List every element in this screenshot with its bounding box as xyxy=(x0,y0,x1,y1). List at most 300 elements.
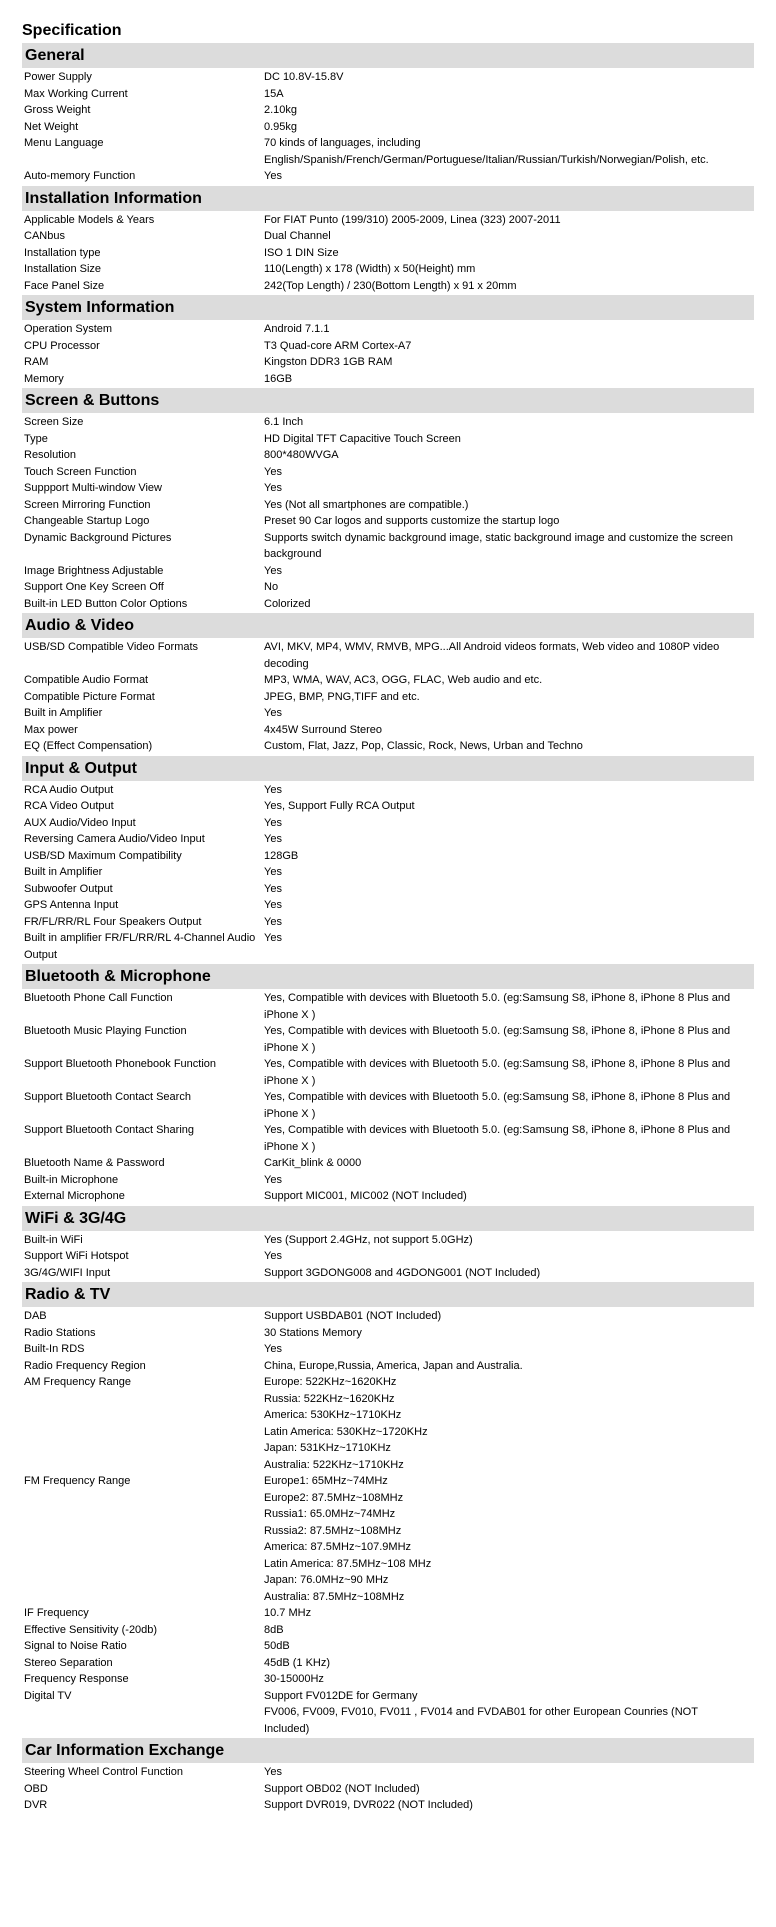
spec-row xyxy=(22,1622,754,1639)
spec-label: OBD xyxy=(24,1782,48,1795)
spec-label: Dynamic Background Pictures xyxy=(24,531,172,544)
spec-label: Net Weight xyxy=(24,120,79,133)
spec-value-line: Yes xyxy=(264,1173,282,1186)
spec-value-line: Support FV012DE for Germany xyxy=(264,1689,418,1702)
spec-value-line: Support MIC001, MIC002 (NOT Included) xyxy=(264,1190,467,1202)
spec-value-line: 0.95kg xyxy=(264,120,298,133)
spec-label: USB/SD Maximum Compatibility xyxy=(24,849,182,862)
spec-value xyxy=(264,480,754,497)
spec-row xyxy=(22,930,754,963)
spec-value-line: Yes, Compatible with devices with Bluetooth 5.0. (eg:Samsung S8, iPhone 8, iPhone 8 Plus and xyxy=(264,1025,731,1037)
spec-label: AUX Audio/Video Input xyxy=(24,816,136,829)
spec-value-line: Colorized xyxy=(264,597,311,610)
spec-value-line: T3 Quad-core ARM Cortex-A7 xyxy=(264,339,412,352)
spec-value xyxy=(264,135,754,168)
spec-value xyxy=(264,1023,754,1056)
spec-value xyxy=(264,1341,754,1358)
spec-value-line: 15A xyxy=(264,87,284,100)
spec-value xyxy=(264,168,754,185)
spec-value-line: Russia2: 87.5MHz~108MHz xyxy=(264,1524,402,1537)
spec-row xyxy=(22,1688,754,1738)
spec-value xyxy=(264,1265,754,1282)
spec-value-line: Latin America: 87.5MHz~108 MHz xyxy=(264,1557,432,1570)
spec-label: External Microphone xyxy=(24,1190,125,1202)
spec-value xyxy=(264,1374,754,1473)
spec-value-line: Russia1: 65.0MHz~74MHz xyxy=(264,1508,396,1520)
spec-row xyxy=(22,639,754,672)
spec-value xyxy=(264,689,754,706)
section-header: System Information xyxy=(22,295,754,320)
spec-row xyxy=(22,212,754,229)
spec-label: Effective Sensitivity (-20db) xyxy=(24,1623,158,1636)
spec-row xyxy=(22,1056,754,1089)
spec-value xyxy=(264,1688,754,1738)
spec-label: 3G/4G/WIFI Input xyxy=(24,1266,111,1279)
spec-value-line: DC 10.8V-15.8V xyxy=(264,71,344,83)
spec-value xyxy=(264,798,754,815)
spec-row xyxy=(22,563,754,580)
spec-value-line: For FIAT Punto (199/310) 2005-2009, Linea (323) 2007-2011 xyxy=(264,213,561,226)
spec-row xyxy=(22,1638,754,1655)
spec-value-line: Yes (Support 2.4GHz, not support 5.0GHz) xyxy=(264,1233,473,1246)
spec-value-line: Yes (Not all smartphones are compatible.) xyxy=(264,498,469,511)
spec-value xyxy=(264,338,754,355)
spec-value xyxy=(264,1358,754,1375)
section-header: Audio & Video xyxy=(22,613,754,638)
spec-row xyxy=(22,513,754,530)
spec-value-line: English/Spanish/French/German/Portuguese/Italian/Russian/Turkish/Norwegian/Polish, etc. xyxy=(264,153,709,166)
spec-value-line: iPhone X ) xyxy=(264,1107,316,1120)
spec-value xyxy=(264,1797,754,1814)
spec-value xyxy=(264,1325,754,1342)
spec-label: Power Supply xyxy=(24,71,92,83)
spec-label: IF Frequency xyxy=(24,1607,89,1619)
spec-value-line: America: 87.5MHz~107.9MHz xyxy=(264,1541,412,1553)
spec-value xyxy=(264,513,754,530)
spec-value-line: 50dB xyxy=(264,1640,290,1652)
spec-row xyxy=(22,497,754,514)
spec-value xyxy=(264,782,754,799)
spec-row xyxy=(22,1341,754,1358)
spec-value-line: iPhone X ) xyxy=(264,1140,316,1153)
spec-row xyxy=(22,1655,754,1672)
section-header: Bluetooth & Microphone xyxy=(22,964,754,989)
spec-sections xyxy=(22,43,754,1814)
spec-value xyxy=(264,1089,754,1122)
spec-row xyxy=(22,1265,754,1282)
spec-label: RCA Audio Output xyxy=(24,783,114,796)
spec-value-line: AVI, MKV, MP4, WMV, RMVB, MPG...All Android videos formats, Web video and 1080P video xyxy=(264,641,720,653)
spec-value-line: Russia: 522KHz~1620KHz xyxy=(264,1392,395,1405)
spec-label: Image Brightness Adjustable xyxy=(24,564,164,577)
section-header: Installation Information xyxy=(22,186,754,211)
spec-label: USB/SD Compatible Video Formats xyxy=(24,641,199,653)
spec-value-line: 70 kinds of languages, including xyxy=(264,137,421,149)
spec-label: Subwoofer Output xyxy=(24,882,113,895)
spec-row xyxy=(22,1764,754,1781)
spec-row xyxy=(22,689,754,706)
spec-label: Touch Screen Function xyxy=(24,465,137,478)
spec-value xyxy=(264,1622,754,1639)
spec-value-line: Yes xyxy=(264,1250,282,1262)
spec-value xyxy=(264,914,754,931)
spec-row xyxy=(22,1089,754,1122)
spec-row xyxy=(22,168,754,185)
spec-label: Built in Amplifier xyxy=(24,866,103,878)
spec-value xyxy=(264,1605,754,1622)
spec-value xyxy=(264,1308,754,1325)
spec-value xyxy=(264,1781,754,1798)
page-title: Specification xyxy=(22,22,122,39)
spec-value-line: Included) xyxy=(264,1722,310,1735)
spec-value xyxy=(264,497,754,514)
spec-row xyxy=(22,102,754,119)
spec-value-line: iPhone X ) xyxy=(264,1041,316,1054)
spec-value xyxy=(264,1248,754,1265)
spec-row xyxy=(22,596,754,613)
spec-value-line: Europe: 522KHz~1620KHz xyxy=(264,1376,397,1388)
spec-value-line: HD Digital TFT Capacitive Touch Screen xyxy=(264,432,461,445)
spec-label: Built-in LED Button Color Options xyxy=(24,597,188,610)
spec-row xyxy=(22,1188,754,1205)
spec-value-line: No xyxy=(264,581,279,593)
spec-label: Built-in Microphone xyxy=(24,1173,119,1186)
spec-label: FR/FL/RR/RL Four Speakers Output xyxy=(24,915,202,928)
spec-row xyxy=(22,1605,754,1622)
spec-label: Reversing Camera Audio/Video Input xyxy=(24,833,205,845)
spec-row xyxy=(22,815,754,832)
spec-value-line: MP3, WMA, WAV, AC3, OGG, FLAC, Web audio and etc. xyxy=(264,674,543,686)
spec-value-line: 128GB xyxy=(264,849,299,862)
spec-row xyxy=(22,738,754,755)
spec-value xyxy=(264,815,754,832)
spec-value xyxy=(264,1155,754,1172)
spec-row xyxy=(22,69,754,86)
spec-value-line: Yes xyxy=(264,866,282,878)
spec-row xyxy=(22,414,754,431)
spec-value xyxy=(264,354,754,371)
spec-value-line: 4x45W Surround Stereo xyxy=(264,723,383,736)
spec-row xyxy=(22,447,754,464)
spec-value xyxy=(264,722,754,739)
spec-row xyxy=(22,228,754,245)
spec-value-line: Yes xyxy=(264,1343,282,1355)
spec-value xyxy=(264,1122,754,1155)
spec-value-line: Europe2: 87.5MHz~108MHz xyxy=(264,1491,404,1504)
spec-value-line: Yes xyxy=(264,833,282,845)
spec-label: Bluetooth Music Playing Function xyxy=(24,1025,187,1037)
spec-value xyxy=(264,990,754,1023)
spec-row xyxy=(22,480,754,497)
spec-value-line: Yes, Compatible with devices with Bluetooth 5.0. (eg:Samsung S8, iPhone 8, iPhone 8 Plus and xyxy=(264,1091,731,1103)
spec-value xyxy=(264,530,754,563)
spec-value-line: Dual Channel xyxy=(264,230,331,242)
spec-value-line: 45dB (1 KHz) xyxy=(264,1656,331,1669)
spec-row xyxy=(22,672,754,689)
spec-row xyxy=(22,831,754,848)
spec-row xyxy=(22,464,754,481)
spec-value xyxy=(264,447,754,464)
spec-row xyxy=(22,1374,754,1473)
spec-value-line: 110(Length) x 178 (Width) x 50(Height) mm xyxy=(264,263,476,275)
spec-value xyxy=(264,639,754,672)
spec-label: CPU Processor xyxy=(24,339,100,352)
spec-label: Built-in WiFi xyxy=(24,1233,83,1246)
spec-value xyxy=(264,1056,754,1089)
spec-row xyxy=(22,338,754,355)
spec-label: Face Panel Size xyxy=(24,279,105,292)
spec-value xyxy=(264,119,754,136)
spec-value xyxy=(264,1473,754,1605)
spec-value xyxy=(264,930,754,963)
spec-value-line: Europe1: 65MHz~74MHz xyxy=(264,1475,388,1487)
spec-value-line: America: 530KHz~1710KHz xyxy=(264,1409,402,1421)
spec-value-line: iPhone X ) xyxy=(264,1008,316,1021)
spec-row xyxy=(22,881,754,898)
spec-row xyxy=(22,1473,754,1605)
spec-value-line: Japan: 531KHz~1710KHz xyxy=(264,1442,391,1454)
spec-value-line: Yes xyxy=(264,482,282,494)
spec-value xyxy=(264,596,754,613)
spec-row xyxy=(22,798,754,815)
spec-row xyxy=(22,1797,754,1814)
spec-label: DVR xyxy=(24,1799,48,1811)
spec-value-line: Custom, Flat, Jazz, Pop, Classic, Rock, News, Urban and Techno xyxy=(264,740,583,752)
spec-label: Type xyxy=(24,432,48,445)
spec-value xyxy=(264,414,754,431)
spec-value-line: JPEG, BMP, PNG,TIFF and etc. xyxy=(264,690,420,703)
spec-row xyxy=(22,1358,754,1375)
spec-value-line: Yes xyxy=(264,170,282,182)
spec-value-line: Latin America: 530KHz~1720KHz xyxy=(264,1425,428,1438)
spec-value-line: Australia: 522KHz~1710KHz xyxy=(264,1458,404,1471)
spec-value-line: Yes xyxy=(264,783,282,796)
spec-value-line: Yes, Support Fully RCA Output xyxy=(264,800,415,812)
spec-value-line: Support DVR019, DVR022 (NOT Included) xyxy=(264,1799,473,1811)
spec-value xyxy=(264,1764,754,1781)
spec-label: Radio Stations xyxy=(24,1326,96,1339)
spec-value xyxy=(264,1188,754,1205)
spec-label: Operation System xyxy=(24,323,113,335)
spec-row xyxy=(22,530,754,563)
spec-label: RAM xyxy=(24,356,49,368)
spec-row xyxy=(22,86,754,103)
spec-label: Max Working Current xyxy=(24,87,128,100)
spec-value xyxy=(264,579,754,596)
spec-value-line: 30-15000Hz xyxy=(264,1673,324,1685)
spec-label: Signal to Noise Ratio xyxy=(24,1640,127,1652)
spec-value xyxy=(264,102,754,119)
spec-label: Max power xyxy=(24,723,78,736)
spec-row xyxy=(22,1248,754,1265)
spec-label: Built-In RDS xyxy=(24,1343,85,1355)
spec-label: Support Bluetooth Phonebook Function xyxy=(24,1058,217,1070)
spec-value-line: Yes xyxy=(264,882,282,895)
spec-value xyxy=(264,321,754,338)
spec-value-line: 10.7 MHz xyxy=(264,1607,312,1619)
spec-label: GPS Antenna Input xyxy=(24,899,119,911)
spec-value-line: iPhone X ) xyxy=(264,1074,316,1087)
spec-value xyxy=(264,212,754,229)
spec-label: Built in amplifier FR/FL/RR/RL 4-Channel Audio Output xyxy=(24,932,256,961)
spec-value xyxy=(264,881,754,898)
spec-label: Installation Size xyxy=(24,263,102,275)
spec-value-line: FV006, FV009, FV010, FV011 , FV014 and FVDAB01 for other European Counries (NOT xyxy=(264,1706,698,1718)
spec-row xyxy=(22,897,754,914)
spec-label: CANbus xyxy=(24,230,65,242)
spec-value xyxy=(264,672,754,689)
spec-value-line: 30 Stations Memory xyxy=(264,1326,362,1339)
spec-row xyxy=(22,1172,754,1189)
section-header: General xyxy=(22,43,754,68)
spec-label: Compatible Picture Format xyxy=(24,690,155,703)
spec-value xyxy=(264,261,754,278)
spec-row xyxy=(22,1781,754,1798)
spec-label: Steering Wheel Control Function xyxy=(24,1766,183,1778)
spec-label: RCA Video Output xyxy=(24,800,114,812)
spec-value-line: Yes, Compatible with devices with Bluetooth 5.0. (eg:Samsung S8, iPhone 8, iPhone 8 Plus and xyxy=(264,1058,731,1070)
spec-value-line: 6.1 Inch xyxy=(264,416,304,428)
spec-label: Auto-memory Function xyxy=(24,170,136,182)
spec-value-line: 8dB xyxy=(264,1623,284,1636)
spec-value-line: ISO 1 DIN Size xyxy=(264,246,339,259)
spec-row xyxy=(22,135,754,168)
spec-value xyxy=(264,864,754,881)
spec-value xyxy=(264,1172,754,1189)
spec-row xyxy=(22,1325,754,1342)
spec-label: Applicable Models & Years xyxy=(24,213,155,226)
spec-row xyxy=(22,119,754,136)
spec-value-line: Yes xyxy=(264,932,282,944)
spec-row xyxy=(22,914,754,931)
spec-value-line: 16GB xyxy=(264,372,293,385)
spec-value xyxy=(264,738,754,755)
section-header: Input & Output xyxy=(22,756,754,781)
spec-row xyxy=(22,782,754,799)
spec-label: Bluetooth Phone Call Function xyxy=(24,992,173,1004)
spec-value-line: Australia: 87.5MHz~108MHz xyxy=(264,1590,405,1603)
spec-label: Changeable Startup Logo xyxy=(24,515,150,527)
spec-row xyxy=(22,1023,754,1056)
spec-value xyxy=(264,69,754,86)
spec-label: Built in Amplifier xyxy=(24,707,103,719)
spec-value xyxy=(264,705,754,722)
spec-row xyxy=(22,579,754,596)
spec-value-line: Yes, Compatible with devices with Bluetooth 5.0. (eg:Samsung S8, iPhone 8, iPhone 8 Plus and xyxy=(264,992,731,1004)
spec-row xyxy=(22,354,754,371)
spec-value xyxy=(264,1655,754,1672)
spec-row xyxy=(22,1232,754,1249)
spec-row xyxy=(22,371,754,388)
spec-label: FM Frequency Range xyxy=(24,1475,131,1487)
spec-value-line: Yes xyxy=(264,899,282,911)
spec-label: Bluetooth Name & Password xyxy=(24,1157,165,1169)
spec-row xyxy=(22,261,754,278)
spec-value-line: Preset 90 Car logos and supports customize the startup logo xyxy=(264,515,560,527)
spec-value-line: Yes xyxy=(264,465,282,478)
spec-label: Installation type xyxy=(24,246,101,259)
spec-label: Radio Frequency Region xyxy=(24,1359,146,1372)
spec-label: Screen Size xyxy=(24,416,84,428)
spec-label: Memory xyxy=(24,372,64,385)
spec-row xyxy=(22,431,754,448)
spec-value-line: Yes xyxy=(264,564,282,577)
spec-value-line: 242(Top Length) / 230(Bottom Length) x 91 x 20mm xyxy=(264,279,517,292)
spec-value-line: Yes xyxy=(264,1766,282,1778)
spec-value-line: Support OBD02 (NOT Included) xyxy=(264,1782,420,1795)
spec-value-line: Yes xyxy=(264,707,282,719)
spec-row xyxy=(22,321,754,338)
spec-row xyxy=(22,1155,754,1172)
spec-label: AM Frequency Range xyxy=(24,1376,131,1388)
section-header: Screen & Buttons xyxy=(22,388,754,413)
spec-label: Digital TV xyxy=(24,1689,72,1702)
spec-value-line: 800*480WVGA xyxy=(264,449,339,461)
spec-value-line: Support 3GDONG008 and 4GDONG001 (NOT Included) xyxy=(264,1266,541,1279)
spec-value xyxy=(264,431,754,448)
section-header: Radio & TV xyxy=(22,1282,754,1307)
spec-label: Support WiFi Hotspot xyxy=(24,1250,129,1262)
spec-label: Support Bluetooth Contact Sharing xyxy=(24,1124,195,1136)
spec-row xyxy=(22,1308,754,1325)
section-header: WiFi & 3G/4G xyxy=(22,1206,754,1231)
spec-value xyxy=(264,1671,754,1688)
spec-row xyxy=(22,990,754,1023)
spec-label: Stereo Separation xyxy=(24,1656,113,1669)
spec-value-line: 2.10kg xyxy=(264,104,298,116)
section-header: Car Information Exchange xyxy=(22,1738,754,1763)
spec-row xyxy=(22,278,754,295)
spec-document xyxy=(22,20,754,1814)
spec-value-line: background xyxy=(264,548,322,560)
spec-row xyxy=(22,705,754,722)
spec-value xyxy=(264,278,754,295)
spec-label: DAB xyxy=(24,1310,47,1322)
spec-label: Compatible Audio Format xyxy=(24,674,149,686)
spec-value xyxy=(264,86,754,103)
spec-value-line: Supports switch dynamic background image, static background image and customize the screen xyxy=(264,531,733,544)
spec-label: Support One Key Screen Off xyxy=(24,581,164,593)
spec-value xyxy=(264,897,754,914)
spec-label: EQ (Effect Compensation) xyxy=(24,740,153,752)
spec-value-line: Japan: 76.0MHz~90 MHz xyxy=(264,1574,389,1586)
spec-value xyxy=(264,1232,754,1249)
spec-value xyxy=(264,563,754,580)
spec-value-line: decoding xyxy=(264,657,309,670)
spec-value-line: Support USBDAB01 (NOT Included) xyxy=(264,1310,442,1322)
spec-row xyxy=(22,848,754,865)
spec-label: Frequency Response xyxy=(24,1673,129,1685)
spec-value-line: CarKit_blink & 0000 xyxy=(264,1157,362,1169)
spec-value-line: Yes, Compatible with devices with Bluetooth 5.0. (eg:Samsung S8, iPhone 8, iPhone 8 Plus and xyxy=(264,1124,731,1136)
spec-value xyxy=(264,1638,754,1655)
spec-value xyxy=(264,848,754,865)
spec-value xyxy=(264,371,754,388)
spec-value-line: Kingston DDR3 1GB RAM xyxy=(264,356,393,368)
spec-row xyxy=(22,864,754,881)
spec-value-line: Yes xyxy=(264,915,282,928)
spec-value-line: Yes xyxy=(264,816,282,829)
spec-value xyxy=(264,464,754,481)
spec-label: Screen Mirroring Function xyxy=(24,498,151,511)
spec-value-line: Android 7.1.1 xyxy=(264,323,330,335)
spec-value xyxy=(264,831,754,848)
spec-row xyxy=(22,1671,754,1688)
spec-value xyxy=(264,228,754,245)
spec-label: Gross Weight xyxy=(24,104,91,116)
spec-label: Support Bluetooth Contact Search xyxy=(24,1091,191,1103)
spec-value xyxy=(264,245,754,262)
